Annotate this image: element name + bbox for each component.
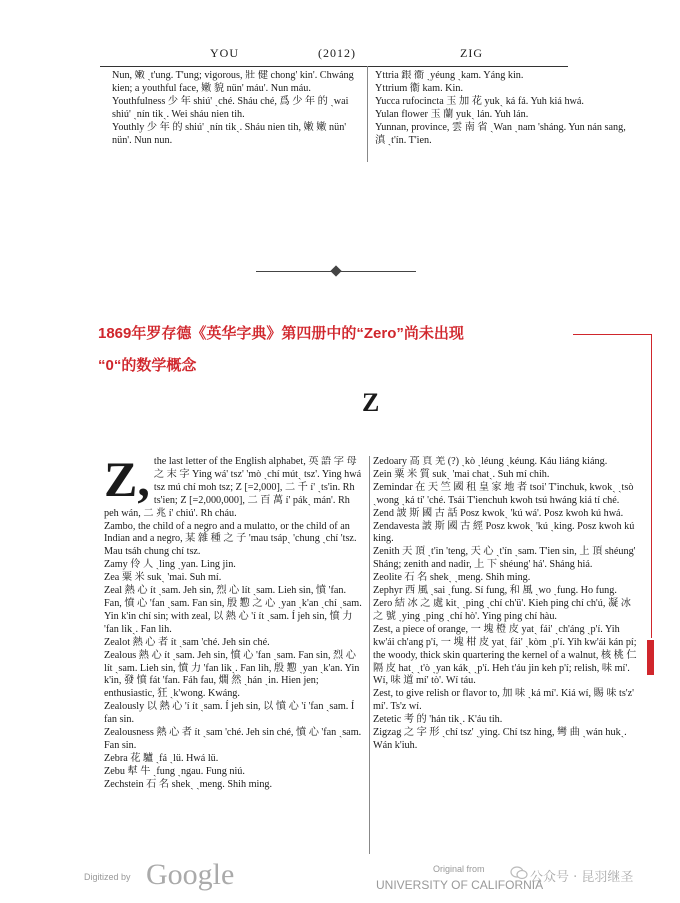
university-label: UNIVERSITY OF CALIFORNIA (376, 878, 544, 892)
entry-zetetic: Zetetic 考 的 'hán tikˎ. K'áu tih. (373, 714, 503, 726)
entry-zemindar: Zemindar 在 天 竺 國 租 皇 家 地 者 tsoi' T'inchuk, kwokˎ ˏtsò ˏwong ˏká tí' 'ché. Tsái T'ienchuh kwoh tsú hwáng kiá tí ché. (373, 481, 634, 506)
entry-zein: Zein 粟 米 質 sukˎ 'mai chatˎ. Suh mí chih. (373, 468, 550, 480)
entry-zeolite: Zeolite 石 名 shekˎ ˏmeng. Shih ming. (373, 572, 531, 584)
entry-yulan: Yulan flower 玉 蘭 yukˎ lán. Yuh lán. (375, 108, 529, 120)
header-right-word: ZIG (460, 46, 483, 60)
bottom-right-column (373, 456, 639, 856)
digitized-by-label: Digitized by (84, 872, 131, 882)
column-divider-bottom (369, 456, 370, 854)
original-from-label: Original from (433, 864, 485, 874)
entry-zea: Zea 粟 米 sukˎ 'mai. Suh mí. (104, 572, 222, 584)
entry-yttria: Yttria 銀 衞 ˏyéung ˏkam. Yáng kin. (375, 70, 524, 81)
entry-zealousness: Zealousness 熱 心 者 ít ˏsam 'ché. Jeh sin ché, 憤 心 'fan ˏsam. Fan sin. (104, 727, 362, 751)
header-rule (100, 66, 568, 67)
annotation-line-2: “0“的数学概念 (98, 357, 197, 374)
entry-zeal: Zeal 熱 心 ít ˏsam. Jeh sin, 烈 心 lít ˏsam. Lieh sin, 憤 'fan. Fan, 憤 心 'fan ˏsam. Fan sin, 殷 懃 之 心 ˏyan ˏk'an ˏchí ˏsam. Yin k'in chí sin; with zeal, 以 熱 心 'í ít ˏsam. Í jeh sin, 憤 力 'fan likˎ. Fan lih. (104, 585, 362, 635)
wechat-icon (510, 866, 528, 880)
entry-zedoary: Zedoary 高 頁 羌 (?) ˏkò ˏléung ˏkéung. Káu liáng kiáng. (373, 456, 608, 467)
entry-zambo: Zambo, the child of a negro and a mulatto, or the child of an Indian and a negro, 某 雜 種 之 子 'mau tsápˎ 'chung ˏchí 'tsz. Mau tsáh chung chí tsz. (104, 520, 357, 558)
watermark-text: 公众号 · 昆羽继圣 (530, 870, 634, 885)
annotation-line-1: 1869年罗存德《英华字典》第四册中的“Zero”尚未出现 (98, 325, 464, 342)
entry-yunnan: Yunnan, province, 雲 南 省 ˏWan ˏnam 'sháng. Yun nán sang, 滇 ˏt'ín. T'ien. (375, 121, 626, 146)
entry-zealously: Zealously 以 熱 心 'í ít ˏsam. Í jeh sin, 以 憤 心 'í 'fan ˏsam. Í fan sin. (104, 701, 355, 726)
entry-zendavesta: Zendavesta 詖 斯 國 古 經 Posz kwokˎ 'kú ˏking. Posz kwoh kú king. (373, 520, 635, 545)
entry-zero: Zero 結 冰 之 處 kitˎ ˏping ˏchí ch'ü'. Kieh ping chí ch'ú, 凝 冰 之 號 ˏying ˏping ˏchí hò'. Ying ping chí hàu. (373, 597, 631, 622)
entry-yucca: Yucca rufocincta 玉 加 花 yukˎ ká fá. Yuh kiá hwá. (375, 95, 584, 107)
top-right-column (375, 70, 637, 160)
entry-z (104, 456, 366, 521)
section-letter: Z (362, 388, 380, 417)
entry-zigzag: Zigzag 之 字 形 ˏchí tsz' ˏying. Chí tsz hing, 彎 曲 ˏwán hukˎ. Wán k'iuh. (373, 727, 627, 751)
entry-zend: Zend 詖 斯 國 古 話 Posz kwokˎ 'kú wá'. Posz kwoh kú hwá. (373, 507, 624, 519)
section-ornament (256, 266, 416, 278)
bottom-left-column (104, 456, 366, 856)
zero-entry-marker (647, 640, 654, 675)
entry-zest: Zest, a piece of orange, 一 塊 橙 皮 yatˎ fái' ˏch'áng ˏp'í. Yih kw'ái ch'ang p'í, 一 塊 柑 皮 yatˎ fái' ˏkòm ˏp'í. Yih kw'ái kán pí; the woody, thick skin quartering the kernel of a walnut, 核 桃 仁 隔 皮 hatˎ ˏt'ò ˏyan kákˎ ˏp'í. Heh t'áu jin keh p'í; relish, 味 mí'. Wí, 味 道 mí' tò'. Wí táu. (373, 623, 637, 687)
header-left-word: YOU (210, 46, 239, 60)
entry-zealous: Zealous 熱 心 ít ˏsam. Jeh sin, 憤 心 'fan ˏsam. Fan sin, 烈 心 lít ˏsam. Lieh sin, 憤 力 'fan likˎ. Fan lih, 殷 懃 ˏyan ˏk'an. Yin k'in, 發 憤 fát 'fan. Fáh fau, 燗 然 ˏhán ˏin. Hien jen; enthusiastic, 狂 ˏk'wong. Kwáng. (104, 649, 360, 700)
annotation-connector-horizontal (573, 334, 651, 335)
entry-zealot: Zealot 熱 心 者 ít ˏsam 'ché. Jeh sin ché. (104, 636, 270, 648)
entry-zamy: Zamy 伶 人 ˏling ˏyan. Ling jin. (104, 559, 236, 571)
entry-z-text: the last letter of the English alphabet, 英 語 字 母 之 末 字 Ying wá' tsz' 'mò ˏchí mútˎ tsz'. Ying hwá tsz mú chí moh tsz; Z [=2,000], 二 千 í' ˏts'in. Rh ts'ien; Z [=2,000,000], 二 百 萬 í' pákˎ mán'. Rh peh wán, 二 兆 í' chiú'. Rh cháu. (104, 456, 362, 519)
drop-cap: Z, (104, 456, 150, 507)
entry-youthfulness: Youthfulness 少 年 shiú' ˏché. Sháu ché, 爲 少 年 的 ˏwai shiú' ˏnín tikˎ. Wei sháu nien tih. (112, 95, 349, 120)
column-divider-top (367, 66, 368, 162)
entry-yttrium: Yttrium 衞 kam. Kin. (375, 82, 464, 94)
entry-zest-verb: Zest, to give relish or flavor to, 加 味 ˏká mí'. Kiá wí, 賜 味 ts'z' mí'. Ts'z wí. (373, 688, 634, 713)
top-left-column (112, 70, 358, 160)
header-page-number: (2012) (318, 46, 356, 60)
entry-zephyr: Zephyr 西 風 ˏsai ˏfung. Sí fung, 和 風 ˏwo ˏfung. Ho fung. (373, 585, 617, 597)
entry-nun: Nun, 嫩 ˏt'ung. T'ung; vigorous, 壯 健 chong' kin'. Chwáng kien; a youthful face, 嫩 貌 nün' máu'. Nun máu. (112, 70, 354, 94)
entry-zebu: Zebu 犎 牛 ˏfung ˏngau. Fung niú. (104, 765, 245, 777)
page-header (100, 46, 568, 66)
entry-zebra: Zebra 花 驢 ˏfá ˏlü. Hwá lü. (104, 752, 219, 764)
entry-zenith: Zenith 天 頂 ˏt'in 'teng, 天 心 ˏt'ín ˏsam. T'ien sin, 上 頂 shéung' Sháng; zenith and nadir, 上 下 shéung' há'. Sháng hiá. (373, 546, 636, 571)
google-logo: Google (146, 858, 235, 891)
entry-zechstein: Zechstein 石 名 shekˎ ˏmeng. Shih ming. (104, 778, 273, 790)
entry-youthly: Youthly 少 年 的 shiú' ˏnín tikˎ. Sháu nien tih, 嫩 嫩 nün' nün'. Nun nun. (112, 121, 347, 146)
annotation-connector-vertical (651, 334, 652, 638)
